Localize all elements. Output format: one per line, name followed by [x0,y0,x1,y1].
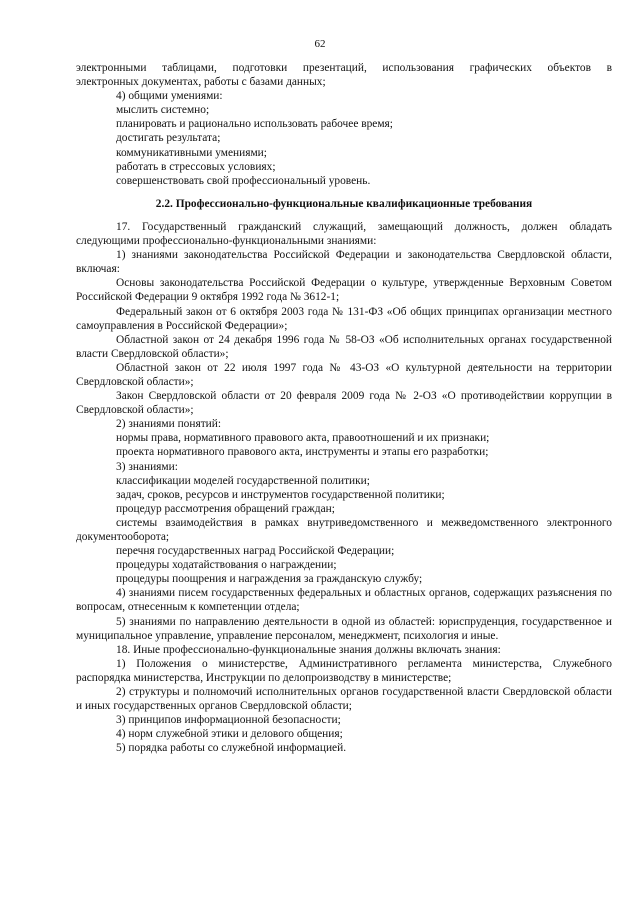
paragraph: процедур рассмотрения обращений граждан; [116,502,335,515]
main-section [76,220,612,756]
paragraph: классификации моделей государственной политики; [116,474,370,487]
paragraph: достигать результата; [116,132,221,145]
paragraph: планировать и рационально использовать рабочее время; [116,118,393,131]
paragraph: 5) знаниями по направлению деятельности в одной из областей: юриспруденция, государственное и муниципальное управление, управление персоналом, менеджмент, психология и иные. [76,615,612,642]
paragraph: коммуникативными умениями; [116,146,267,159]
spacer [76,211,612,220]
paragraph: системы взаимодействия в рамках внутриведомственного и межведомственного электронного документооборота; [76,516,612,543]
paragraph: 4) знаниями писем государственных федеральных и областных органов, содержащих разъяснения по вопросам, отнесенным к компетенции отдела; [76,587,612,614]
paragraph: процедуры поощрения и награждения за гражданскую службу; [116,573,423,586]
paragraph: 4) общими умениями: [116,90,223,103]
paragraph: нормы права, нормативного правового акта, правоотношений и их признаки; [116,432,490,445]
paragraph: 1) Положения о министерстве, Административного регламента министерства, Служебного распорядка министерства, Инструкции по делопроизводству в министерстве; [76,657,612,684]
paragraph: 5) порядка работы со служебной информацией. [116,742,347,755]
paragraph: 3) принципов информационной безопасности; [116,714,341,727]
paragraph: перечня государственных наград Российской Федерации; [116,545,395,558]
paragraph: электронных документах, работы с базами данных; [76,76,326,89]
paragraph: 2) структуры и полномочий исполнительных органов государственной власти Свердловской области и иных государственных органов Свердловской области; [76,686,612,713]
page-number: 62 [314,38,326,50]
paragraph: 1) знаниями законодательства Российской Федерации и законодательства Свердловской области, включая: [76,249,612,276]
paragraph: 18. Иные профессионально-функциональные знания должны включать знания: [116,643,501,656]
paragraph: 17. Государственный гражданский служащий, замещающий должность, должен обладать следующими профессионально-функциональными знаниями: [76,220,612,248]
paragraph: 2) знаниями понятий: [116,418,222,431]
paragraph: мыслить системно; [116,104,210,117]
paragraph: Федеральный закон от 6 октября 2003 года № 131-ФЗ «Об общих принципах организации местного самоуправления в Российской Федерации»; [76,305,612,332]
paragraph: работать в стрессовых условиях; [116,160,276,173]
top-section [76,61,612,188]
spacer [76,188,612,197]
paragraph: проекта нормативного правового акта, инструменты и этапы его разработки; [116,446,489,459]
section-heading: 2.2. Профессионально-функциональные квалификационные требования [155,197,533,210]
paragraph: Основы законодательства Российской Федерации о культуре, утвержденные Верховным Советом Российской Федерации 9 октября 1992 года № 3612-1; [76,277,612,304]
paragraph: Областной закон от 24 декабря 1996 года № 58-ОЗ «Об исполнительных органах государственной власти Свердловской области»; [76,333,612,360]
page-body [76,61,612,756]
paragraph: совершенствовать свой профессиональный уровень. [116,174,371,187]
paragraph: Областной закон от 22 июля 1997 года № 43-ОЗ «О культурной деятельности на территории Свердловской области»; [76,361,612,388]
paragraph: процедуры ходатайствования о награждении; [116,559,337,572]
paragraph: задач, сроков, ресурсов и инструментов государственной политики; [116,488,445,501]
paragraph: 3) знаниями: [116,460,178,473]
paragraph: 4) норм служебной этики и делового общения; [116,728,343,741]
paragraph: Закон Свердловской области от 20 февраля 2009 года № 2-ОЗ «О противодействии коррупции в Свердловской области»; [76,390,612,417]
paragraph: электронными таблицами, подготовки презентаций, использования графических объектов в [76,62,612,74]
